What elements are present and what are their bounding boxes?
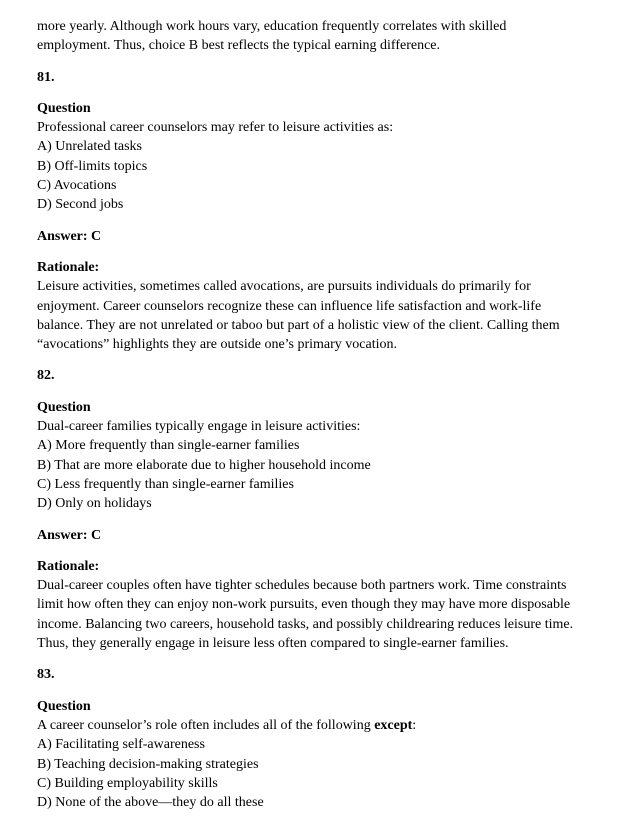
continuation-paragraph: [37, 17, 600, 56]
answer-option-c: C) Avocations: [37, 178, 117, 194]
question-82-body: [37, 398, 600, 514]
answer-line: Answer: C: [37, 228, 102, 244]
answer-option-a: A) Unrelated tasks: [37, 139, 142, 155]
question-83-body: [37, 697, 600, 813]
rationale-heading: Rationale:: [37, 259, 100, 275]
question-prompt: Professional career counselors may refer to leisure activities as:: [37, 120, 394, 136]
answer-option-c: C) Less frequently than single-earner families: [37, 476, 294, 492]
answer-option-a: A) More frequently than single-earner families: [37, 438, 300, 454]
question-81-body: [37, 99, 600, 215]
prompt-emphasis: except: [374, 717, 413, 733]
rationale-line: Thus, they generally engage in leisure less often compared to single-earner families.: [37, 636, 509, 652]
rationale-line: income. Balancing two careers, household tasks, and possibly childrearing reduces leisure time.: [37, 616, 574, 632]
question-number-82: 82.: [37, 368, 55, 384]
rationale-line: balance. They are not unrelated or taboo but part of a holistic view of the client. Calling them: [37, 317, 560, 333]
question-heading: Question: [37, 100, 91, 116]
prompt-text: A career counselor’s role often includes all of the following: [37, 717, 375, 733]
question-heading: Question: [37, 698, 91, 714]
question-number-81: 81.: [37, 69, 55, 85]
rationale-line: “avocations” highlights they are outside one’s primary vocation.: [37, 337, 398, 353]
answer-option-d: D) Only on holidays: [37, 496, 152, 512]
answer-option-a: A) Facilitating self-awareness: [37, 737, 205, 753]
answer-option-d: D) None of the above—they do all these: [37, 795, 264, 811]
rationale-81: [37, 258, 600, 354]
rationale-heading: Rationale:: [37, 558, 100, 574]
answer-option-b: B) Teaching decision-making strategies: [37, 756, 259, 772]
question-prompt: Dual-career families typically engage in leisure activities:: [37, 419, 361, 435]
answer-option-c: C) Building employability skills: [37, 775, 218, 791]
question-number-83: 83.: [37, 667, 55, 683]
rationale-line: limit how often they can enjoy non-work pursuits, even though they may have more disposable: [37, 597, 571, 613]
paragraph-line: more yearly. Although work hours vary, education frequently correlates with skilled: [37, 19, 507, 34]
answer-option-d: D) Second jobs: [37, 197, 124, 213]
rationale-line: Leisure activities, sometimes called avocations, are pursuits individuals do primarily for: [37, 279, 531, 295]
rationale-line: Dual-career couples often have tighter schedules because both partners work. Time constraints: [37, 578, 567, 594]
paragraph-line: employment. Thus, choice B best reflects the typical earning difference.: [37, 38, 441, 54]
rationale-82: [37, 557, 600, 653]
rationale-line: enjoyment. Career counselors recognize these can influence life satisfaction and work-life: [37, 298, 542, 314]
answer-line: Answer: C: [37, 527, 102, 543]
answer-option-b: B) That are more elaborate due to higher household income: [37, 457, 371, 473]
answer-option-b: B) Off-limits topics: [37, 158, 148, 174]
prompt-text: :: [412, 717, 417, 733]
question-heading: Question: [37, 399, 91, 415]
question-prompt: [37, 716, 600, 735]
